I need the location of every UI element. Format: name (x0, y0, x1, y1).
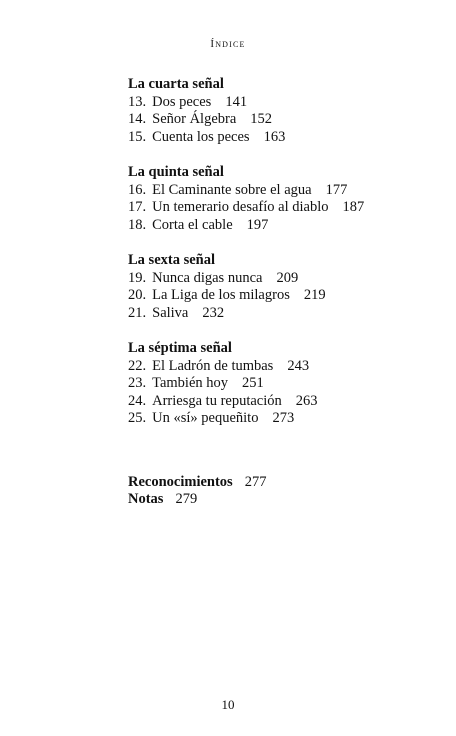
section-title: La cuarta señal (128, 76, 224, 92)
toc-entry (128, 375, 428, 393)
entry-page: 243 (287, 357, 310, 374)
running-head: Índice (210, 38, 246, 50)
toc-section-septima (128, 340, 428, 428)
toc-entry (128, 111, 428, 129)
entry-number: 20. (128, 287, 147, 303)
toc-entry (128, 94, 428, 112)
section-title: La quinta señal (128, 164, 224, 180)
toc-entry (128, 199, 428, 217)
toc-section-quinta (128, 164, 428, 234)
entry-number: 13. (128, 93, 147, 110)
entry-title: Saliva (152, 304, 189, 321)
entry-number: 15. (128, 128, 147, 145)
entry-page: 251 (242, 375, 264, 391)
back-matter (128, 474, 428, 509)
back-matter-entry (128, 491, 428, 509)
entry-title: Dos peces (152, 93, 212, 110)
toc-entry (128, 305, 428, 323)
section-title: La sexta señal (128, 252, 215, 268)
entry-title: Señor Álgebra (152, 111, 237, 127)
toc-entry (128, 358, 428, 376)
entry-title: Nunca digas nunca (152, 269, 263, 286)
toc-entry (128, 182, 428, 200)
toc-entry (128, 270, 428, 288)
toc-entry (128, 393, 428, 411)
section-title: La séptima señal (128, 340, 232, 356)
entry-page: 277 (244, 473, 267, 490)
entry-title: El Ladrón de tumbas (152, 357, 274, 374)
page-number: 10 (221, 697, 235, 712)
entry-page: 141 (225, 93, 248, 110)
toc-entry (128, 129, 428, 147)
back-matter-entry (128, 474, 428, 492)
entry-page: 279 (175, 491, 198, 507)
toc-entry (128, 217, 428, 235)
entry-number: 23. (128, 375, 147, 391)
entry-title: Un «sí» pequeñito (152, 410, 259, 426)
entry-page: 219 (303, 287, 326, 303)
entry-title: El Caminante sobre el agua (152, 181, 312, 198)
toc-section-sexta (128, 252, 428, 322)
entry-number: 16. (128, 181, 147, 198)
entry-page: 273 (272, 410, 295, 426)
entry-title: Reconocimientos (128, 473, 233, 490)
entry-number: 19. (128, 269, 147, 286)
entry-page: 232 (202, 304, 225, 321)
entry-title: Un temerario desafío al diablo (152, 199, 329, 215)
entry-title: Cuenta los peces (152, 128, 250, 145)
entry-page: 209 (276, 269, 299, 286)
entry-title: También hoy (152, 375, 229, 391)
toc-entry (128, 410, 428, 428)
entry-title: Arriesga tu reputación (152, 392, 282, 409)
table-of-contents (128, 76, 428, 509)
toc-entry (128, 287, 428, 305)
entry-number: 18. (128, 216, 147, 233)
entry-number: 22. (128, 357, 147, 374)
entry-number: 17. (128, 199, 147, 215)
entry-page: 197 (246, 216, 269, 233)
entry-title: Notas (128, 491, 164, 507)
entry-title: La Liga de los milagros (152, 287, 290, 303)
toc-section-cuarta (128, 76, 428, 146)
entry-number: 14. (128, 111, 147, 127)
entry-number: 25. (128, 410, 147, 426)
entry-page: 263 (295, 392, 318, 409)
entry-page: 163 (263, 128, 286, 145)
entry-number: 24. (128, 392, 147, 409)
entry-page: 187 (342, 199, 365, 215)
entry-page: 152 (250, 111, 273, 127)
entry-title: Corta el cable (152, 216, 233, 233)
entry-page: 177 (325, 181, 348, 198)
entry-number: 21. (128, 304, 147, 321)
